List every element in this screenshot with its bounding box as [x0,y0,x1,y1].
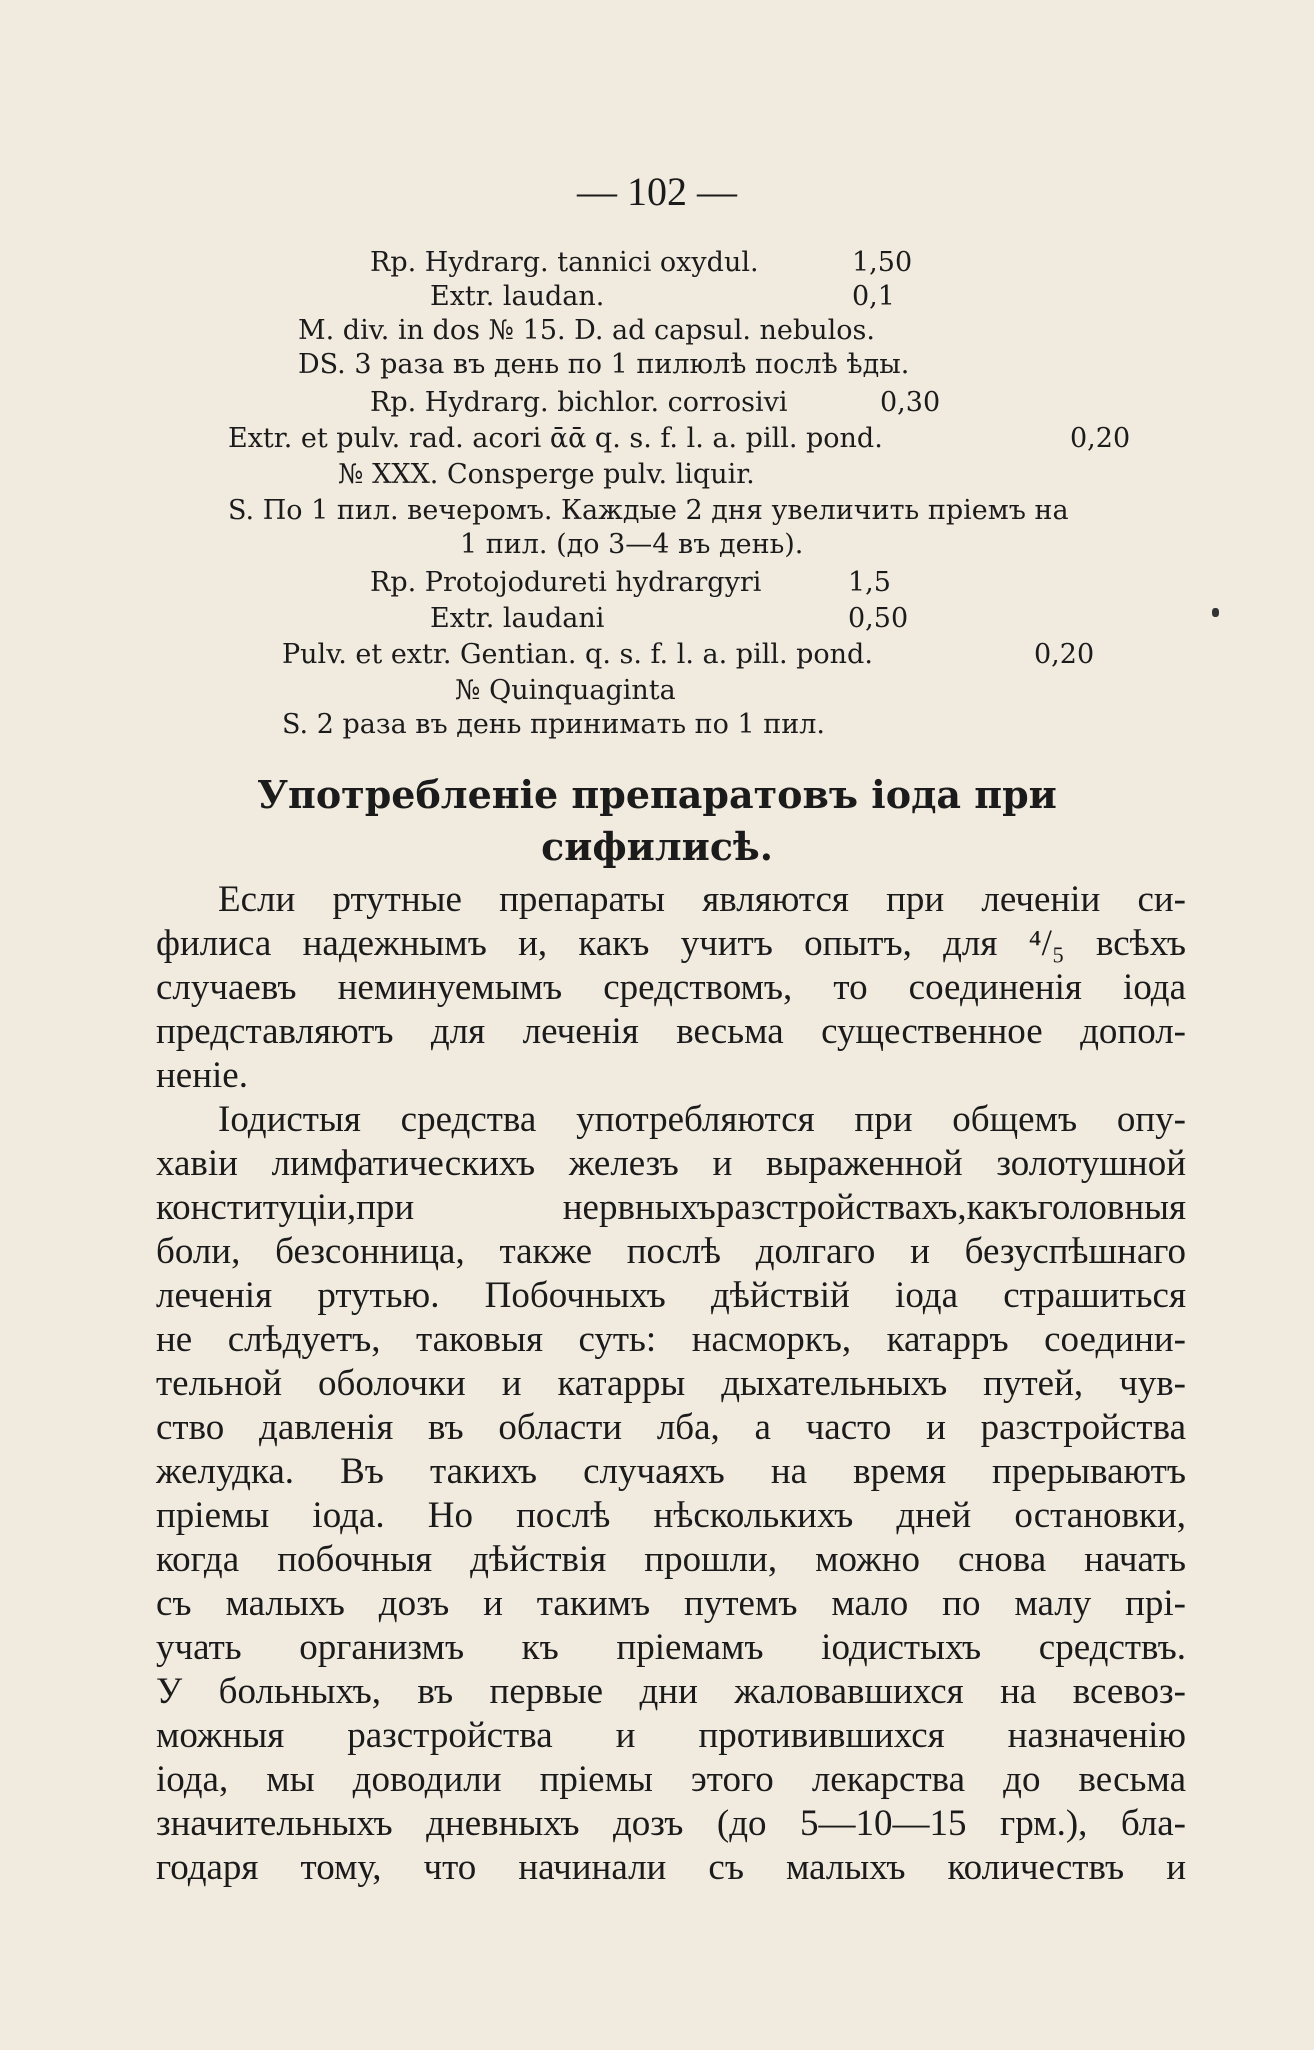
prescription-line [460,528,803,562]
prescription-amount: 0,20 [1034,639,1095,670]
prescription-text: Rp. Protojodureti hydrargyri [370,567,762,598]
text-line: боли, безсонница, также послѣ долгаго и безуспѣшнаго [156,1231,1186,1272]
prescription-line [338,458,755,492]
heading-line: сифилисѣ. [541,824,773,869]
text-line: тельной оболочки и катарры дыхательныхъ путей, чув- [156,1363,1186,1404]
text-line: филиса надежнымъ и, какъ учитъ опытъ, для ⁴/₅ всѣхъ [156,923,1186,964]
prescription-text: 1 пил. (до 3—4 въ день). [460,529,804,560]
prescription-text: № Quinquaginta [455,675,676,706]
text-line: годаря тому, что начинали съ малыхъ количествъ и [156,1847,1186,1888]
paragraph [156,878,1186,1098]
prescription-text: S. 2 раза въ день принимать по 1 пил. [282,709,825,740]
prescription-line [298,348,909,382]
text-line: конституціи,при нервныхъразстройствахъ,какъголовныя [156,1187,1186,1228]
text-line: когда побочныя дѣйствія прошли, можно снова начать [156,1539,1186,1580]
prescription-amount: 0,30 [880,387,941,418]
prescription-line [430,602,909,636]
text-line: ство давленія въ области лба, а часто и разстройства [156,1407,1186,1448]
prescription-line [282,708,825,742]
prescription-amount: 1,50 [852,247,913,278]
text-line: желудка. Въ такихъ случаяхъ на время прерываютъ [156,1451,1186,1492]
prescription-line [370,246,913,280]
text-line: Іодистыя средства употребляются при общемъ опу- [218,1099,1186,1140]
prescription-amount: 0,20 [1070,423,1131,454]
text-line: неніе. [156,1055,248,1096]
prescription-text: Extr. laudan. [430,281,605,312]
text-line: Если ртутные препараты являются при леченіи си- [218,879,1186,920]
prescription-text: Extr. et pulv. rad. acori ᾱᾱ q. s. f. l. a. pill. pond. [228,423,883,454]
prescription-text: Pulv. et extr. Gentian. q. s. f. l. a. pill. pond. [282,639,873,670]
prescription-text: Rp. Hydrarg. tannici oxydul. [370,247,759,278]
prescription-text: Rp. Hydrarg. bichlor. corrosivi [370,387,788,418]
text-line: леченія ртутью. Побочныхъ дѣйствій іода страшиться [156,1275,1186,1316]
prescription-text: DS. 3 раза въ день по 1 пилюлѣ послѣ ѣды. [298,349,910,380]
ink-spot [1212,608,1219,617]
prescription-amount: 0,1 [852,281,895,312]
prescription-text: Extr. laudani [430,603,605,634]
prescription-amount: 1,5 [848,567,891,598]
prescription-text: M. div. in dos № 15. D. ad capsul. nebulos. [298,315,875,346]
text-line: случаевъ неминуемымъ средствомъ, то соединенія іода [156,967,1186,1008]
prescription-text: № XXX. Consperge pulv. liquir. [338,459,755,490]
text-line: учать организмъ къ пріемамъ іодистыхъ средствъ. [156,1627,1186,1668]
prescription-line [370,386,941,420]
prescription-line [228,422,1131,456]
text-line: представляютъ для леченія весьма существенное допол- [156,1011,1186,1052]
prescription-text: S. По 1 пил. вечеромъ. Каждые 2 дня увеличить пріемъ на [228,495,1069,526]
heading-line: Употребленіе препаратовъ іода при [257,772,1057,817]
prescription-line [370,566,891,600]
body-text [156,878,1186,1890]
prescription-line [298,314,875,348]
text-line: значительныхъ дневныхъ дозъ (до 5—10—15 грм.), бла- [156,1803,1186,1844]
prescription-amount: 0,50 [848,603,909,634]
page-number: — 102 — [577,169,737,214]
text-line: хавіи лимфатическихъ железъ и выраженной золотушной [156,1143,1186,1184]
text-line: У больныхъ, въ первые дни жаловавшихся на всевоз- [156,1671,1186,1712]
text-line: не слѣдуетъ, таковыя суть: насморкъ, катарръ соедини- [156,1319,1186,1360]
paragraph [156,1098,1186,1890]
text-line: съ малыхъ дозъ и такимъ путемъ мало по малу прі- [156,1583,1186,1624]
prescription-line [282,638,1095,672]
text-line: іода, мы доводили пріемы этого лекарства до весьма [156,1759,1186,1800]
prescription-line [455,674,676,708]
text-line: можныя разстройства и противившихся назначенію [156,1715,1186,1756]
prescription-line [228,494,1069,528]
prescription-line [430,280,895,314]
text-line: пріемы іода. Но послѣ нѣсколькихъ дней остановки, [156,1495,1186,1536]
